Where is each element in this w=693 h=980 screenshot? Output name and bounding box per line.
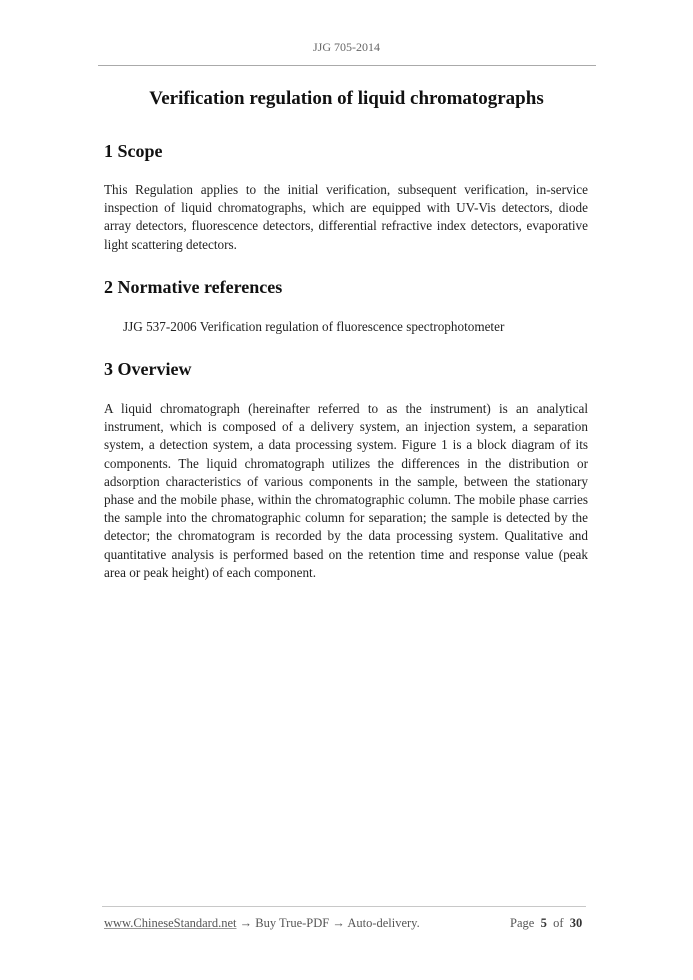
auto-delivery-text: Auto-delivery. (347, 916, 420, 930)
footer-promo (104, 916, 420, 931)
current-page-number: 5 (540, 916, 547, 930)
total-page-count: 30 (569, 916, 583, 930)
page-of-label: of (553, 916, 564, 930)
buy-pdf-text: Buy True-PDF (255, 916, 330, 930)
reference-item: JJG 537-2006 Verification regulation of fluorescence spectrophotometer (123, 319, 505, 334)
section-heading-scope: 1 Scope (104, 141, 163, 161)
section-heading-normative-references: 2 Normative references (104, 277, 283, 297)
page-indicator (510, 916, 582, 931)
document-title: Verification regulation of liquid chromatographs (149, 88, 544, 109)
document-code-header: JJG 705-2014 (312, 40, 380, 54)
footer-divider (102, 906, 586, 907)
site-link[interactable]: www.ChineseStandard.net (104, 916, 237, 930)
arrow-right-icon: → (239, 916, 253, 930)
page-label: Page (510, 916, 535, 930)
section-body-scope: This Regulation applies to the initial verification, subsequent verification, in-service inspection of liquid chromatographs, which are equipped with UV-Vis detectors, diode array detectors, fluorescence detectors, differential refractive index detectors, evaporative light scattering detectors. (104, 182, 588, 252)
section-body-overview: A liquid chromatograph (hereinafter referred to as the instrument) is an analytical instrument, which is composed of a delivery system, an injection system, a separation system, a detection system, a data processing system. Figure 1 is a block diagram of its components. The liquid chromatograph utilizes the differences in the distribution or adsorption characteristics of various components in the sample, between the stationary phase and the mobile phase, within the chromatographic column. The mobile phase carries the sample into the chromatographic column for separation; the sample is detected by the detector; the chromatogram is recorded by the data processing system. Qualitative and quantitative analysis is performed based on the retention time and response value (peak area or peak height) of each component. (104, 401, 588, 580)
section-heading-overview: 3 Overview (104, 359, 192, 379)
arrow-right-icon: → (332, 916, 345, 930)
header-divider (98, 65, 596, 66)
